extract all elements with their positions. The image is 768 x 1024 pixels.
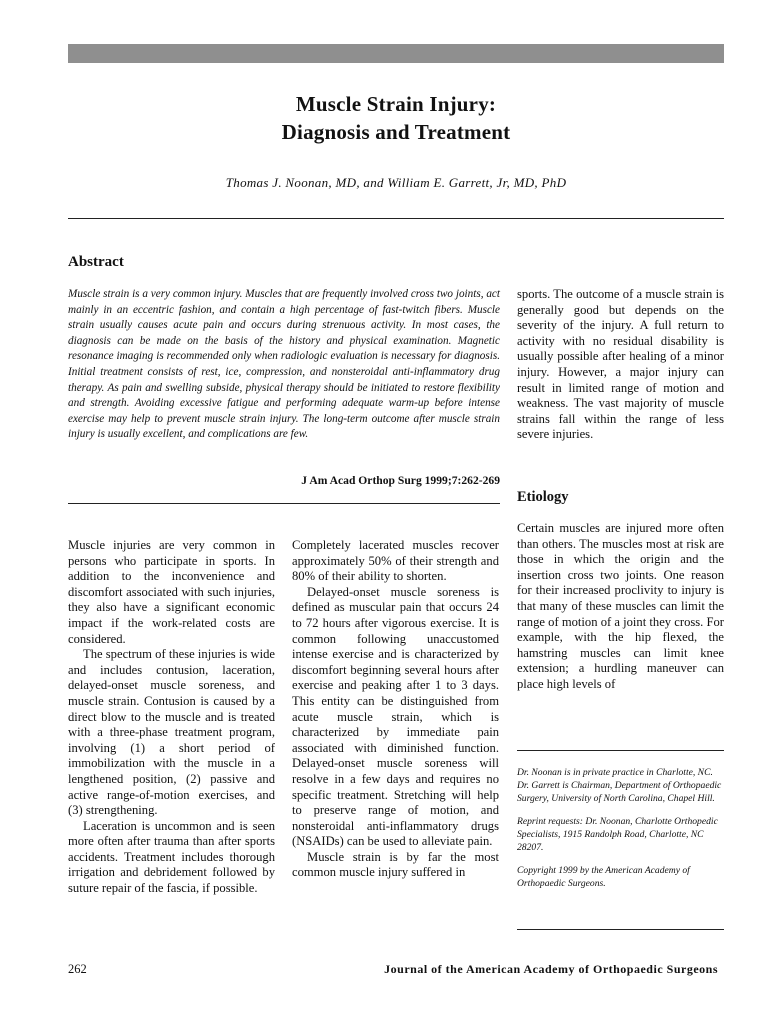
footnotes [517,766,724,900]
paragraph: Delayed-onset muscle soreness is defined as muscular pain that occurs 24 to 72 hours after vigorous exercise. It is common following unaccustomed intense exercise and is characterized by discomfort beginning several hours after exercise and peaking after 1 to 3 days. This entity can be distinguished from acute muscle strain, which is characterized by immediate pain associated with diminished function. Delayed-onset muscle soreness will resolve in a few days and requires no specific treatment. Stretching will help to preserve range of motion, and nonsteroidal anti-inflammatory drugs (NSAIDs) can be used to alleviate pain. [292,584,499,849]
paragraph: The spectrum of these injuries is wide and includes contusion, laceration, delayed-onset muscle soreness, and muscle strain. Contusion is caused by a direct blow to the muscle and is treated with a three-phase treatment program, involving (1) a short period of immobilization with the muscle in a lengthened position, (2) passive and active range-of-motion exercises, and (3) strengthening. [68,647,275,818]
author-line: Thomas J. Noonan, MD, and William E. Garrett, Jr, MD, PhD [225,175,567,190]
abstract-text: Muscle strain is a very common injury. Muscles that are frequently involved cross two joints, act mainly in an eccentric fashion, and contain a high percentage of fast-twitch fibers. Muscle strain usually causes acute pain and occurs during strenuous activity. In most cases, the diagnosis can be made on the basis of the history and physical examination. Magnetic resonance imaging is recommended only when radiologic evaluation is necessary for diagnosis. Initial treatment consists of rest, ice, compression, and nonsteroidal anti-inflammatory drug therapy. As pain and swelling subside, physical therapy should be initiated to restore flexibility and strength. Avoiding excessive fatigue and performing adequate warm-up before intense exercise may help to prevent muscle strain injury. The long-term outcome after muscle strain injury is usually excellent, and complications are few. [68,288,500,441]
abstract-divider [68,503,500,504]
footnote-copyright: Copyright 1999 by the American Academy of Orthopaedic Surgeons. [517,865,690,889]
body-column-3-top [517,287,724,443]
body-column-3-etiology [517,521,724,693]
citation: J Am Acad Orthop Surg 1999;7:262-269 [301,474,500,487]
section-heading-etiology: Etiology [517,489,569,505]
body-column-2 [292,538,499,881]
journal-name: Journal of the American Academy of Orthopaedic Surgeons [384,962,718,976]
header-bar [68,44,724,63]
page-number: 262 [68,962,87,976]
body-column-1 [68,538,275,897]
footnote-divider-bottom [517,929,724,930]
footnote-divider-top [517,750,724,751]
title-line-2: Diagnosis and Treatment [281,120,511,144]
title-line-1: Muscle Strain Injury: [295,92,497,116]
paragraph: Completely lacerated muscles recover approximately 50% of their strength and 80% of their ability to shorten. [292,538,499,584]
abstract-heading: Abstract [68,254,124,270]
footnote-reprint: Reprint requests: Dr. Noonan, Charlotte Orthopedic Specialists, 1915 Randolph Road, Charlotte, NC 28207. [517,816,718,853]
paragraph: Muscle strain is by far the most common muscle injury suffered in [292,849,499,880]
footnote-affiliation: Dr. Noonan is in private practice in Charlotte, NC. Dr. Garrett is Chairman, Department of Orthopaedic Surgery, University of North Carolina, Chapel Hill. [517,767,722,804]
paragraph: Muscle injuries are very common in persons who participate in sports. In addition to the inconvenience and discomfort associated with such injuries, they also have a significant economic impact if the work-related costs are considered. [68,538,275,646]
paragraph: Laceration is uncommon and is seen more often after trauma than after sports accidents. Treatment includes thorough irrigation and debridement followed by suture repair of the fascia, if possible. [68,818,275,896]
article-title [68,90,724,146]
title-divider [68,218,724,219]
paragraph: Certain muscles are injured more often than others. The muscles most at risk are those in which the origin and the insertion cross two joints. One reason for their increased proclivity to injury is that many of these muscles can limit the range of motion of a joint they cross. For example, with the hip flexed, the hamstring muscles can limit knee extension; a hurdling maneuver can place high levels of [517,521,724,691]
paragraph: sports. The outcome of a muscle strain is generally good but depends on the severity of the injury. A full return to activity with no residual disability is usually possible after healing of a minor injury. However, a major injury can result in limited range of motion and weakness. The vast majority of muscle strains fall within the range of less severe injuries. [517,287,724,442]
